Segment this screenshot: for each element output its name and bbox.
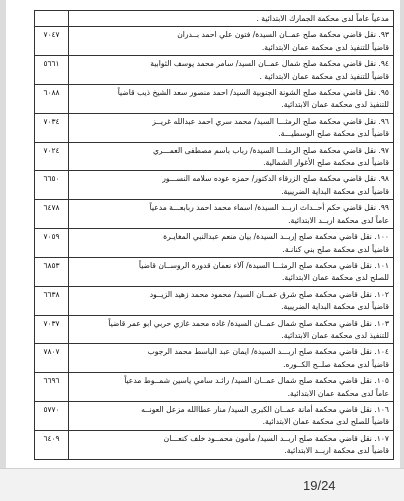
row-number: ٧٠٢٤ (35, 143, 69, 171)
table-row (34, 373, 394, 402)
table-row (34, 287, 394, 316)
row-number: ٦٦٩٦ (35, 373, 69, 401)
row-text-line: مدعياً عاماً لدى محكمة الجمارك الابتدائية . (256, 14, 389, 23)
row-text-line: ٩٣. نقل قاضي محكمة صلح عمــان السيدة/ فتون علي احمد بــدران (177, 30, 389, 40)
row-number: ٧٠٤٧ (35, 27, 69, 55)
row-text-line: للتنفيذ لدى محكمة عمان الابتدائية. (281, 330, 389, 340)
table-row (34, 200, 394, 229)
row-text-line: ١٠٦. نقل قاضي محكمة أمانة عمــان الكبرى السيد/ منار عطاالله مزعل العونــه (141, 404, 389, 414)
table-row (34, 11, 394, 27)
table-row (34, 258, 394, 287)
row-number: ٦٨٥٣ (35, 258, 69, 286)
row-text-line: ١٠٢. نقل قاضي محكمة صلح شرق عمــان السيد/ محمود محمد زهيد الزيــود (149, 289, 389, 299)
row-text (69, 373, 393, 401)
row-number: ٦٦٥٠ (35, 171, 69, 199)
row-text (69, 316, 393, 344)
row-text-line: ١٠٠. نقل قاضي محكمة صلح إربــد السيدة/ بيان منعم عبدالنبي المغايـرة (163, 232, 389, 242)
row-number: ٦٤٧٨ (35, 200, 69, 228)
row-text-line: قاضياً للتنفيذ لدى محكمة عمان الابتدائية. (261, 42, 389, 52)
viewer-footer (0, 468, 404, 501)
row-text (69, 200, 393, 228)
row-text-line: ٩٦. نقل قاضي محكمة صلح الرمثـــا السيد/ محمد سري احمد عبدالله غريــز (152, 116, 389, 126)
row-text (69, 171, 393, 199)
table-row (34, 114, 394, 143)
table-row (34, 344, 394, 373)
row-text-line: قاضياً للصلح لدى محكمة عمان الابتدائية. (262, 417, 389, 427)
row-number: ٥٧٧٠ (35, 402, 69, 430)
row-text-line: ١٠٣. نقل قاضي محكمة صلح شمال عمــان السيدة/ غاده محمد غازي حربي ابو عمر قاضياً (108, 318, 389, 328)
row-text (69, 344, 393, 372)
row-text-line: ٩٥. نقل قاضي محكمة صلح الشونة الجنوبية السيد/ احمد منصور سعد الشيخ ذيب قاضياً (117, 88, 389, 98)
row-number: ٥٦٦١ (35, 56, 69, 84)
row-text-line: ١٠١. نقل قاضي محكمة صلح الرمثـــا السيدة/ آلاء نعمان قدورة الروســان قاضياً (138, 260, 389, 270)
table-row (34, 143, 394, 172)
row-text-line: للتنفيذ لدى محكمة عمان الابتدائية. (281, 100, 389, 110)
table-row (34, 85, 394, 114)
row-number: ٦٠٨٨ (35, 85, 69, 113)
row-text (69, 56, 393, 84)
row-text (69, 402, 393, 430)
row-text-line: قاضياً لدى محكمة البداية الضريبية. (281, 186, 389, 196)
row-text (69, 431, 393, 459)
row-number: ٦٦٣٨ (35, 287, 69, 315)
row-text (69, 11, 393, 26)
table-row (34, 171, 394, 200)
row-text-line: عاماً لدى محكمة اربــد الابتدائية. (288, 215, 389, 225)
transfers-table (34, 10, 394, 460)
row-text-line: قاضياً لدى محكمة صلح بني كنانـة. (282, 244, 389, 254)
row-text-line: قاضياً لدى محكمة صلح الوسطيـــة. (278, 129, 389, 139)
row-text-line: ١٠٥. نقل قاضي محكمة صلح شمال عمــان السيد/ رائـد سامي ياسين شمــوط مدعياً (124, 376, 389, 386)
row-text-line: قاضياً لدى محكمة اربــد الابتدائية. (284, 446, 389, 456)
row-text-line: للصلح لدى محكمة عمان الابتدائية. (282, 273, 389, 283)
row-text (69, 85, 393, 113)
row-number: ٦٤٠٩ (35, 431, 69, 459)
row-number: ٧٠٣٤ (35, 114, 69, 142)
row-text (69, 229, 393, 257)
row-text-line: قاضياً لدى محكمة صلــح الكــوره. (283, 359, 389, 369)
row-text-line: قاضياً للتنفيذ لدى محكمة عمان الابتدائية . (259, 71, 389, 81)
row-text (69, 143, 393, 171)
table-row (34, 229, 394, 258)
table-row (34, 402, 394, 431)
row-text-line: ١٠٤. نقل قاضي محكمة صلح اربـــد السيدة/ ايمان عبد الباسط محمد الرجوب (147, 347, 389, 357)
document-page (6, 0, 400, 500)
row-number (35, 11, 69, 26)
row-text-line: ٩٩. نقل قاضي حكم أحــداث اربــد السيدة/ اسماء محمد احمد ربابعـــة مدعياً (149, 203, 389, 213)
page-indicator: 19/24 (303, 478, 336, 493)
row-text-line: ٩٧. نقل قاضي محكمة صلح الرمثـــا السيدة/ رباب باسم مصطفى العمـــري (152, 145, 389, 155)
row-number: ٧٨٠٧ (35, 344, 69, 372)
row-text-line: عاماً لدى محكمة عمان الابتدائية. (287, 388, 389, 398)
row-text (69, 287, 393, 315)
row-text (69, 258, 393, 286)
row-text-line: قاضياً لدى محكمة صلح الأغوار الشمالية. (263, 158, 389, 168)
row-text-line: ٩٤. نقل قاضي محكمة صلح شمال عمــان السيد/ سامر محمد يوسف الثوابية (150, 59, 389, 69)
row-text-line: ١٠٧. نقل قاضي محكمة صلح اربــد السيد/ مأمون محمــود خلف كنعـــان (163, 433, 389, 443)
row-number: ٧٠٥٩ (35, 229, 69, 257)
row-number: ٧٠٣٧ (35, 316, 69, 344)
row-text-line: قاضياً لدى محكمة البداية الضريبية. (281, 302, 389, 312)
row-text (69, 27, 393, 55)
row-text (69, 114, 393, 142)
table-row (34, 316, 394, 345)
table-row (34, 27, 394, 56)
table-row (34, 431, 394, 460)
row-text-line: ٩٨. نقل قاضي محكمة صلح الزرقاء الدكتور/ حمزه عوده سلامه النســـور (162, 174, 389, 184)
table-row (34, 56, 394, 85)
